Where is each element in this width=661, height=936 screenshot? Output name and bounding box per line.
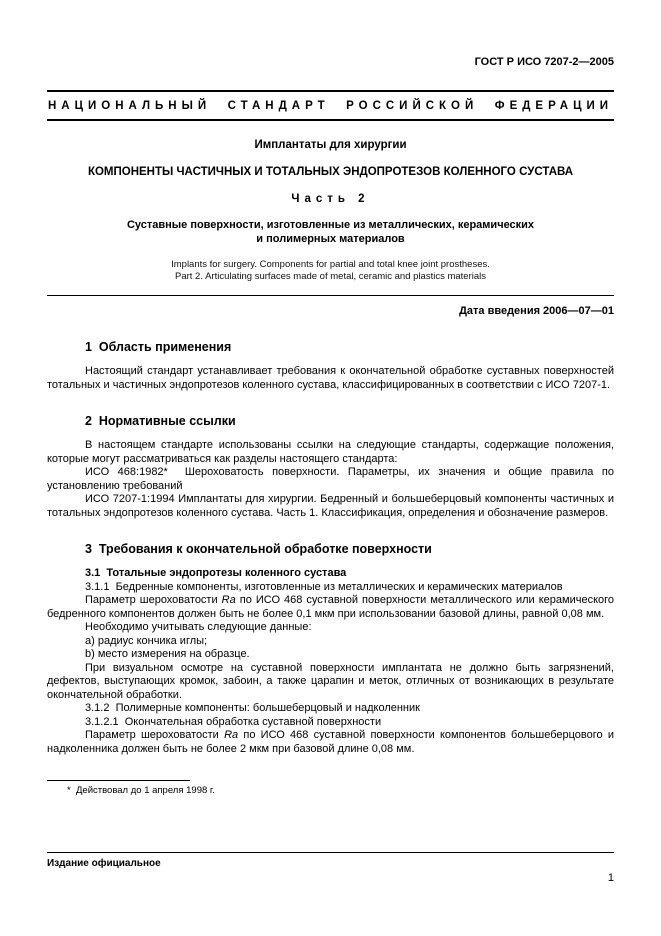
subheading-3-1: 3.1 Тотальные эндопротезы коленного сустава <box>85 567 347 579</box>
ra-parameter-symbol: Ra <box>224 729 239 741</box>
para-consider-data: Необходимо учитывать следующие данные: <box>85 621 312 633</box>
subtitle-ru <box>47 218 614 246</box>
subject-title: Имплантаты для хирургии <box>254 139 407 151</box>
ra-parameter-symbol: Ra <box>221 594 236 606</box>
subtitle-ru-line1: Суставные поверхности, изготовленные из металлических, керамических <box>126 219 535 231</box>
para-roughness-tibial <box>47 729 618 756</box>
effective-date: Дата введения 2006—07—01 <box>459 305 614 317</box>
para-roughness-tibial-pre: Параметр шероховатости <box>85 729 225 741</box>
para-refs-intro: В настоящем стандарте использованы ссылки на следующие стандарты, содержащие положения, которые могут рассматриваться как разделы настоящего стандарта: <box>47 439 618 465</box>
part-label: Часть 2 <box>291 193 370 205</box>
title-en <box>47 259 614 283</box>
title-en-line2: Part 2. Articulating surfaces made of metal, ceramic and plastics materials <box>175 271 486 282</box>
para-roughness-femoral-post: по ИСО 468 суставной поверхности металлического или керамического бедренного компонентов должен быть не более 0,1 мкм при использовании базовой длины, равной 0,08 мм. <box>47 594 618 620</box>
para-3-1-2-1: 3.1.2.1 Окончательная обработка суставной поверхности <box>85 715 382 728</box>
para-roughness-tibial-post: по ИСО 468 суставной поверхности компонентов большеберцового и надколенника должен быть не более 2 мкм при базовой длине 0,08 мм. <box>47 729 618 755</box>
footer-rule <box>47 852 614 853</box>
doc-code: ГОСТ Р ИСО 7207-2—2005 <box>474 56 614 68</box>
title-separator-rule <box>47 295 614 296</box>
edition-label: Издание официальное <box>47 858 161 869</box>
section-heading-refs: 2 Нормативные ссылки <box>85 414 236 428</box>
para-refs-iso-7207-1: ИСО 7207-1:1994 Имплантаты для хирургии. Бедренный и большеберцовый компоненты частичных и тотальных эндопротезов коленного сустава. Часть 1. Классификация, определения и обозначение размеров. <box>47 493 618 519</box>
footnote-separator-rule <box>47 780 190 781</box>
page-footer <box>47 852 614 870</box>
list-item-b: b) место измерения на образце. <box>85 648 250 660</box>
main-title: КОМПОНЕНТЫ ЧАСТИЧНЫХ И ТОТАЛЬНЫХ ЭНДОПРОТЕЗОВ КОЛЕННОГО СУСТАВА <box>87 166 574 178</box>
footnote: * Действовал до 1 апреля 1998 г. <box>67 785 215 796</box>
subtitle-ru-line2: и полимерных материалов <box>256 233 405 245</box>
para-roughness-femoral <box>47 594 618 621</box>
para-roughness-femoral-pre: Параметр шероховатости <box>85 594 222 606</box>
standard-banner: НАЦИОНАЛЬНЫЙ СТАНДАРТ РОССИЙСКОЙ ФЕДЕРАЦИИ <box>47 90 614 121</box>
para-visual-inspection: При визуальном осмотре на суставной поверхности имплантата не должно быть загрязнений, дефектов, выступающих кромок, забоин, а также царапин и меток, отличных от возникающих в результате окончательной обработки. <box>47 661 618 701</box>
title-en-line1: Implants for surgery. Components for partial and total knee joint prostheses. <box>171 259 490 270</box>
list-item-a: a) радиус кончика иглы; <box>85 634 208 647</box>
section-heading-scope: 1 Область применения <box>85 340 232 354</box>
para-3-1-2: 3.1.2 Полимерные компоненты: большеберцовый и надколенник <box>85 702 420 714</box>
section-heading-requirements: 3 Требования к окончательной обработке поверхности <box>85 542 432 556</box>
page-number: 1 <box>607 872 614 884</box>
para-3-1-1: 3.1.1 Бедренные компоненты, изготовленные из металлических и керамических материалов <box>85 580 563 593</box>
para-refs-iso-468: ИСО 468:1982* Шероховатость поверхности. Параметры, их значения и общие правила по установлению требований <box>47 466 618 492</box>
para-scope: Настоящий стандарт устанавливает требования к окончательной обработке суставных поверхностей тотальных и частичных эндопротезов коленного сустава, классифицированных в соответствии с ИСО 7207-1. <box>47 365 618 391</box>
